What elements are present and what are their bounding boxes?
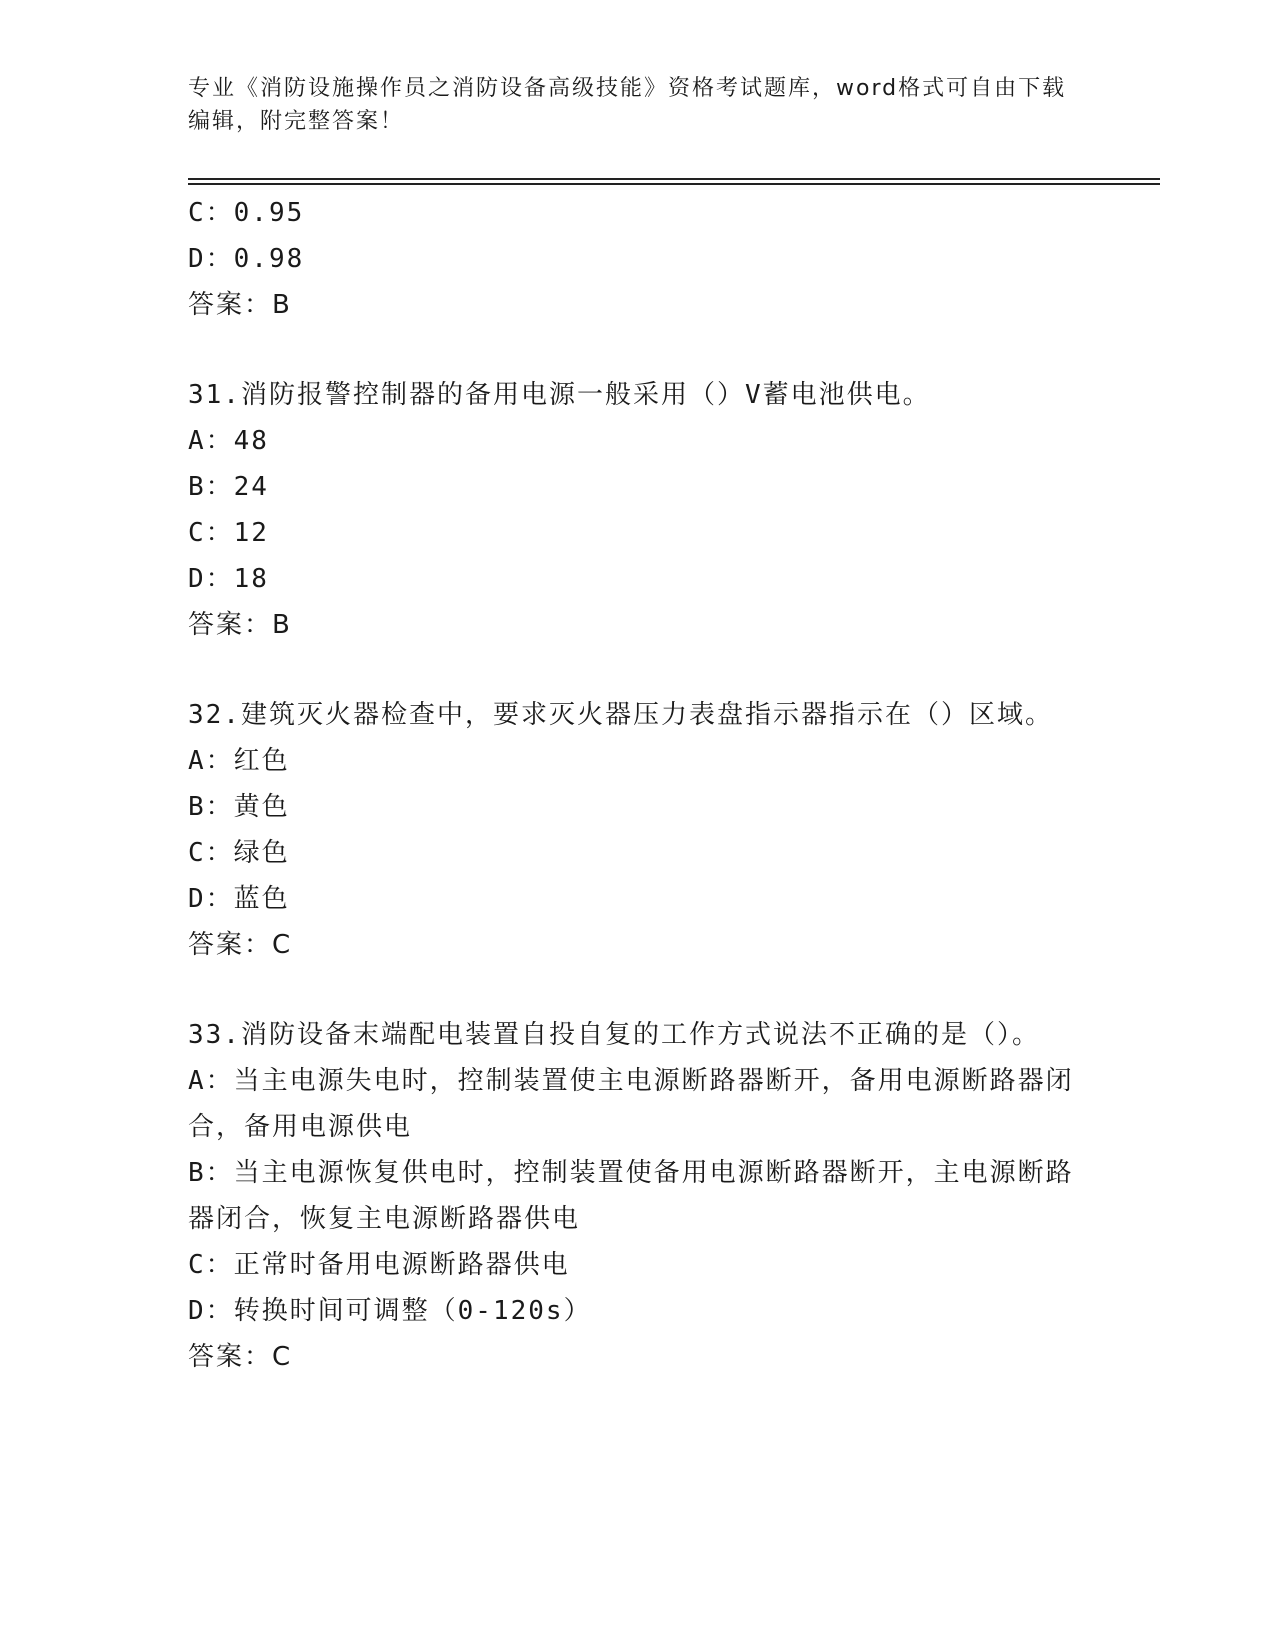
question-32-stem: 32.建筑灭火器检查中，要求灭火器压力表盘指示器指示在（）区域。 [188,700,1053,730]
question-33-stem: 33.消防设备末端配电装置自投自复的工作方式说法不正确的是（）。 [188,1020,1040,1050]
question-32-answer: 答案：C [188,930,293,960]
question-31-option-c: C：12 [188,518,269,548]
document-header: 专业《消防设施操作员之消防设备高级技能》资格考试题库，word格式可自由下载编辑，附完整答案！ [188,76,1067,134]
question-33-option-b: B：当主电源恢复供电时，控制装置使备用电源断路器断开，主电源断路器闭合，恢复主电源断路器供电 [188,1158,1074,1234]
header-divider-top [188,178,1160,180]
option-d: D：0.98 [188,244,305,274]
question-31-option-a: A：48 [188,426,269,456]
header-divider-bottom [188,183,1160,185]
question-31-answer: 答案：B [188,610,292,640]
question-33-option-a: A：当主电源失电时，控制装置使主电源断路器断开，备用电源断路器闭合，备用电源供电 [188,1066,1074,1142]
question-32-option-b: B：黄色 [188,792,290,822]
question-31-stem: 31.消防报警控制器的备用电源一般采用（）V蓄电池供电。 [188,380,931,410]
question-32-option-c: C：绿色 [188,838,290,868]
answer-line: 答案：B [188,290,292,320]
question-32-option-a: A：红色 [188,746,290,776]
question-33-answer: 答案：C [188,1342,293,1372]
question-33-option-c: C：正常时备用电源断路器供电 [188,1250,570,1280]
question-31-option-d: D：18 [188,564,269,594]
question-31-option-b: B：24 [188,472,269,502]
question-32-option-d: D：蓝色 [188,884,290,914]
question-content [188,190,1088,1380]
question-33-option-d: D：转换时间可调整（0-120s） [188,1296,592,1326]
option-c: C：0.95 [188,198,305,228]
